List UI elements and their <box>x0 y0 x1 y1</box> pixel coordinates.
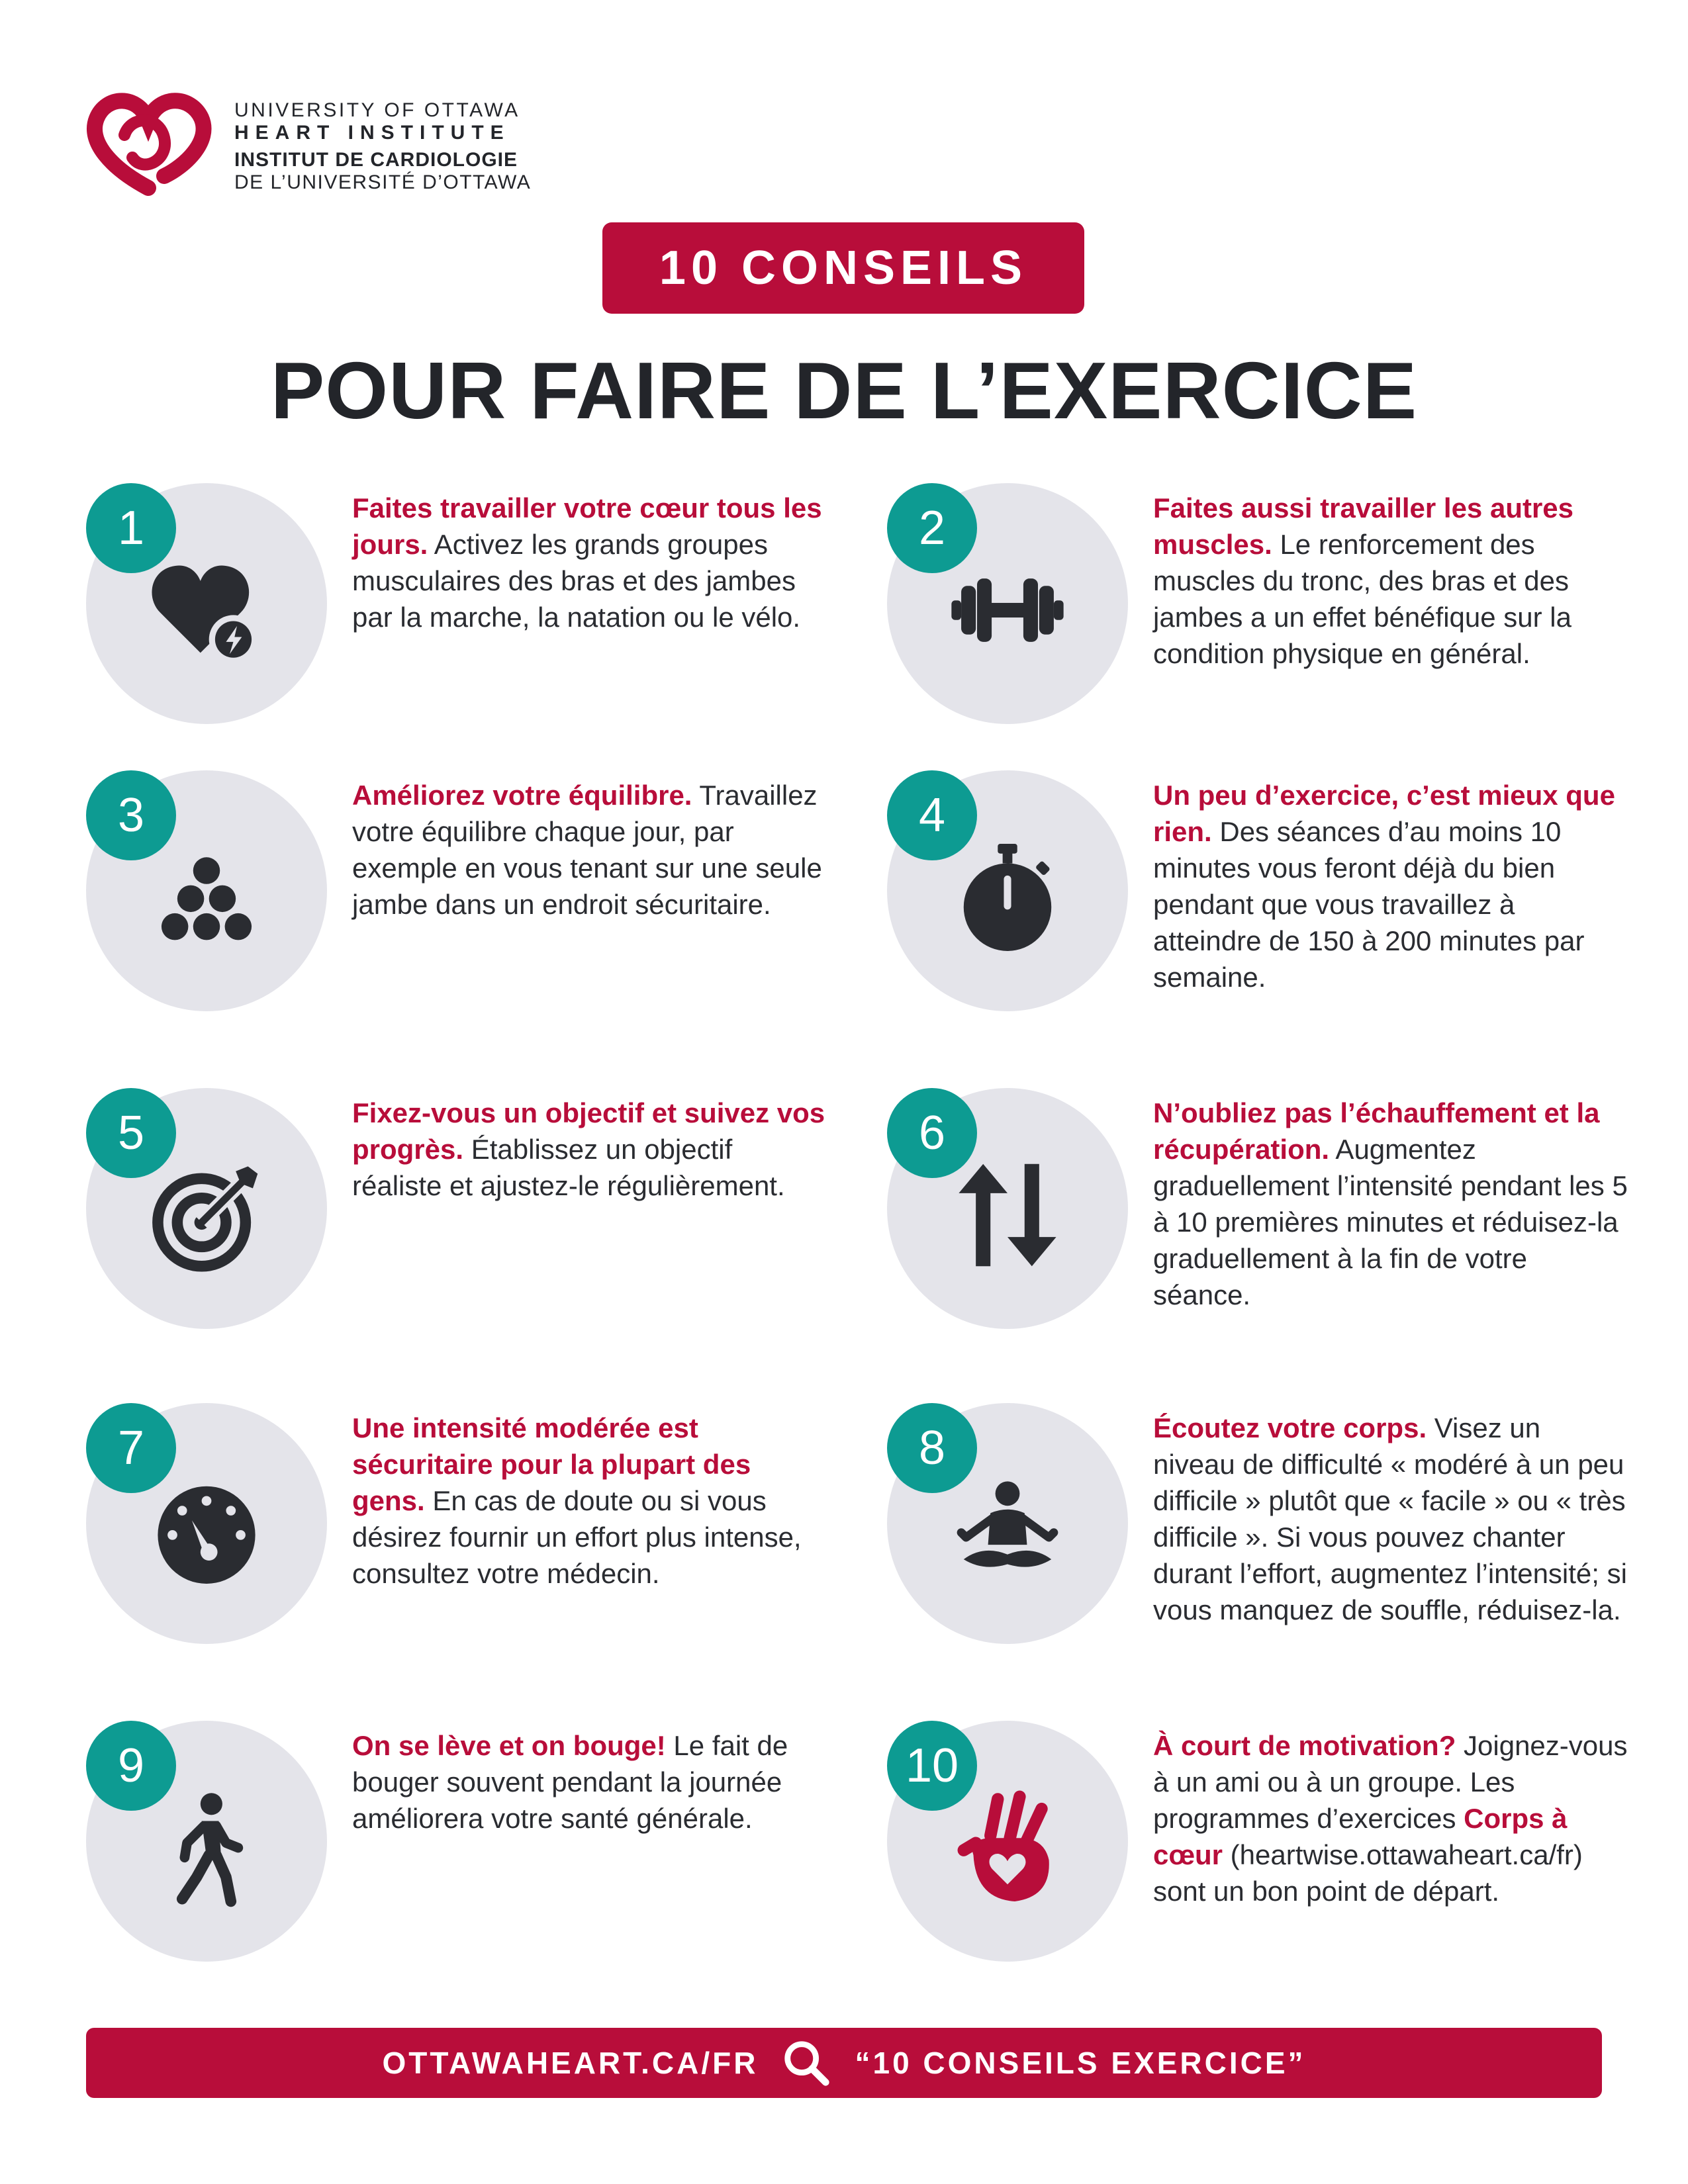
ok-hand-heart-icon <box>947 1787 1068 1909</box>
tip-heading: Écoutez votre corps. <box>1153 1412 1427 1443</box>
logo-line-en-2: HEART INSTITUTE <box>234 121 510 144</box>
tip-text <box>1153 1410 1630 1628</box>
tip-number-badge: 8 <box>887 1403 977 1493</box>
footer-url[interactable]: OTTAWAHEART.CA/FR <box>382 2046 759 2080</box>
stopwatch-icon <box>947 837 1068 958</box>
tip-number-badge: 3 <box>86 770 176 860</box>
tip-heading: Faites travailler votre cœur tous les jours. <box>352 492 822 560</box>
heart-bolt-icon <box>146 549 267 671</box>
tip-body: En cas de doute ou si vous désirez fournir un effort plus intense, consultez votre médecin. <box>352 1485 802 1589</box>
tip-body: Activez les grands groupes musculaires des bras et des jambes par la marche, la natation ou le vélo. <box>352 529 801 633</box>
heart-logo-icon <box>85 89 217 201</box>
tips-count-badge: 10 CONSEILS <box>602 222 1084 314</box>
tip-body: Le fait de bouger souvent pendant la journée améliorera votre santé générale. <box>352 1730 788 1834</box>
balance-pyramid-icon <box>146 837 267 958</box>
tip-text <box>352 777 829 923</box>
tip-number-badge: 5 <box>86 1088 176 1178</box>
tip-heading: Un peu d’exercice, c’est mieux que rien. <box>1153 780 1615 847</box>
logo-line-en-1: UNIVERSITY OF OTTAWA <box>234 99 520 121</box>
tip-text <box>1153 1095 1630 1313</box>
tip-heading: On se lève et on bouge! <box>352 1730 666 1761</box>
tip-number-badge: 7 <box>86 1403 176 1493</box>
heart-institute-logo <box>85 89 535 201</box>
footer-banner <box>86 2028 1602 2098</box>
tip-number-badge: 1 <box>86 483 176 573</box>
tip-number-badge: 10 <box>887 1721 977 1811</box>
search-icon <box>780 2037 832 2089</box>
tip-text <box>352 1727 829 1837</box>
tip-heading: Fixez-vous un objectif et suivez vos progrès. <box>352 1097 825 1165</box>
logo-line-fr-2: DE L’UNIVERSITÉ D’OTTAWA <box>234 171 532 193</box>
tip-number-badge: 2 <box>887 483 977 573</box>
tip-text <box>352 490 829 635</box>
tip-heading: Faites aussi travailler les autres muscles. <box>1153 492 1574 560</box>
program-name: Corps à cœur <box>1153 1803 1568 1870</box>
tip-heading: Améliorez votre équilibre. <box>352 780 692 811</box>
target-icon <box>146 1154 267 1276</box>
footer-search-query: “10 CONSEILS EXERCICE” <box>855 2046 1306 2080</box>
tip-number-badge: 6 <box>887 1088 977 1178</box>
gauge-icon <box>146 1469 267 1591</box>
tip-body: Des séances d’au moins 10 minutes vous feront déjà du bien pendant que vous travaillez à atteindre de 150 à 200 minutes par semaine. <box>1153 816 1585 993</box>
logo-line-fr-1: INSTITUT DE CARDIOLOGIE <box>234 149 518 171</box>
tip-body: Augmentez graduellement l’intensité pendant les 5 à 10 premières minutes et réduisez-la graduellement à la fin de votre séance. <box>1153 1134 1628 1310</box>
tip-text <box>1153 490 1630 672</box>
page-title: POUR FAIRE DE L’EXERCICE <box>270 345 1418 435</box>
tip-body: Le renforcement des muscles du tronc, des bras et des jambes a un effet bénéfique sur la condition physique en général. <box>1153 529 1571 669</box>
tip-heading: N’oubliez pas l’échauffement et la récupération. <box>1153 1097 1600 1165</box>
tip-number-badge: 4 <box>887 770 977 860</box>
up-down-arrows-icon <box>947 1154 1068 1276</box>
tip-body: Établissez un objectif réaliste et ajustez-le régulièrement. <box>352 1134 785 1201</box>
tip-text <box>1153 777 1630 995</box>
tip-body-continued: (heartwise.ottawaheart.ca/fr) sont un bon point de départ. <box>1153 1839 1583 1907</box>
dumbbell-icon <box>947 549 1068 671</box>
tip-body: Joignez-vous à un ami ou à un groupe. Les programmes d’exercices <box>1153 1730 1628 1834</box>
tip-text <box>352 1095 829 1204</box>
tip-heading: Une intensité modérée est sécuritaire pour la plupart des gens. <box>352 1412 751 1516</box>
tip-body: Travaillez votre équilibre chaque jour, par exemple en vous tenant sur une seule jambe dans un endroit sécuritaire. <box>352 780 822 920</box>
tip-number-badge: 9 <box>86 1721 176 1811</box>
walking-person-icon <box>146 1787 267 1909</box>
tip-text <box>352 1410 829 1592</box>
tip-text <box>1153 1727 1630 1909</box>
meditation-icon <box>947 1469 1068 1591</box>
tip-body: Visez un niveau de difficulté « modéré à un peu difficile » plutôt que « facile » ou « très difficile ». Si vous pouvez chanter durant l’effort, augmentez l’intensité; si vous manquez de souffle, réduisez-la. <box>1153 1412 1627 1625</box>
tip-heading: À court de motivation? <box>1153 1730 1456 1761</box>
